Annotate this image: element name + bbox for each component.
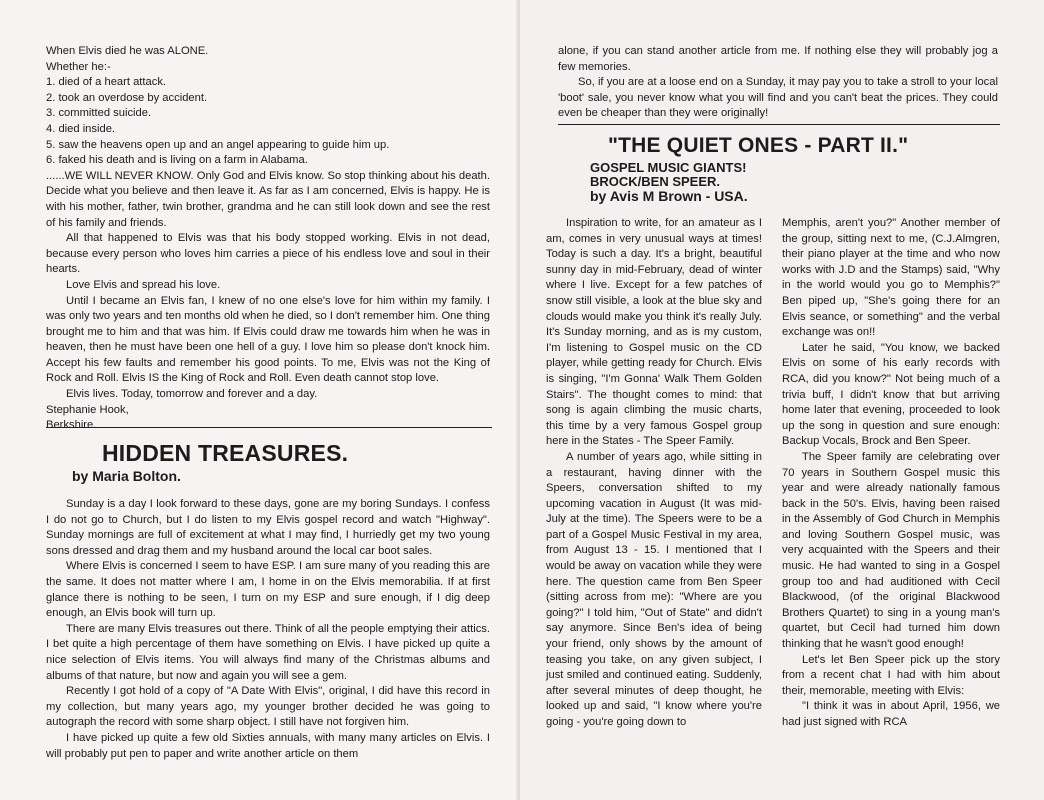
paragraph: All that happened to Elvis was that his body stopped working. Elvis in not dead, because every person who loves him carries a piece of his endless love and soul in their hearts.: [46, 232, 490, 276]
left-page: [0, 0, 520, 800]
paragraph: "I think it was in about April, 1956, we had just signed with RCA: [782, 700, 1000, 728]
quiet-ones-subtitle: GOSPEL MUSIC GIANTS!: [590, 160, 747, 175]
signature-name: Stephanie Hook,: [46, 403, 129, 416]
paragraph: There are many Elvis treasures out there. Think of all the people emptying their attics. I bet quite a high percentage of them have something on Elvis. I have picked up quite a nice selection of Elvis items. You will always find many of the Christmas albums and albums of that nature, but now and again you will see a gem.: [46, 622, 490, 682]
paragraph: Later he said, "You know, we backed Elvis on some of his early records with RCA, did you know?" Not being much of a trivia buff, I didn't know that but arriving home later that evening, proceeded to look up the song in question and sure enough: Backup Vocals, Brock and Ben Speer.: [782, 341, 1000, 448]
list-item: 3. committed suicide.: [46, 107, 152, 120]
never-know-paragraph: ......WE WILL NEVER KNOW. Only God and Elvis know. So stop thinking about his death. Decide what you believe and then leave it. As far as I am concerned, Elvis is happy. He is with his mother, father, twin brother, grandma and he can still look down and see the rest of his family and friends.: [46, 169, 490, 229]
list-item: 4. died inside.: [46, 122, 116, 135]
quiet-ones-subtitle: BROCK/BEN SPEER.: [590, 174, 721, 189]
quiet-ones-column-right: [782, 216, 1000, 731]
hidden-treasures-body: [46, 497, 490, 762]
paragraph: Memphis, aren't you?" Another member of the group, sitting next to me, (C.J.Almgren, their piano player at the time and who now works with J.D and the Stamps) said, "Why in the world would you go to Memphis?" Ben piped up, "She's going there for an Elvis seance, or something" and the verbal exchange was on!!: [782, 217, 1000, 339]
hidden-treasures-byline: by Maria Bolton.: [72, 468, 181, 484]
paragraph: Recently I got hold of a copy of "A Date With Elvis", original, I did have this record in my collection, but many years ago, my younger brother decided he was going to autograph the record with some sharp object. I still have not forgiven him.: [46, 685, 490, 729]
paragraph: Sunday is a day I look forward to these days, gone are my boring Sundays. I confess I do not go to Church, but I do listen to my Elvis gospel record and watch "Highway". Sunday mornings are full of excitement at what I may find, I hurriedly get my two young sons dressed and drag them and my husband around the local car boot sales.: [46, 498, 490, 557]
whether-line: Whether he:-: [46, 60, 111, 73]
list-item: 2. took an overdose by accident.: [46, 91, 208, 104]
quiet-ones-byline: by Avis M Brown - USA.: [590, 188, 748, 204]
paragraph: A number of years ago, while sitting in a restaurant, having dinner with the Speers, conversation shifted to my upcoming vacation in August (It was mid-July at the time). The Speers were to be a part of a Gospel Music Festival in my area, from August 13 - 15. I mentioned that I would be away on vacation while they were here. The question came from Ben Speer (sitting across from me): "Where are you going?" I told him, "Out of State" and didn't say anymore. Since Ben's idea of being your friend, only shows by the amount of teasing you take, on any given subject, I just smiled and continued eating. Suddenly, after several minutes of deep thought, he looked up and said, "I know where you're going - you're going down to: [546, 450, 762, 728]
stephanie-article: [46, 44, 490, 434]
section-divider: [46, 427, 492, 428]
section-divider: [558, 124, 1000, 125]
list-item: 5. saw the heavens open up and an angel appearing to guide him up.: [46, 138, 390, 151]
paragraph: So, if you are at a loose end on a Sunday, it may pay you to take a stroll to your local 'boot' sale, you never know what you will find and you can't beat the prices. They could even be cheaper than they were originally!: [558, 76, 998, 120]
paragraph: The Speer family are celebrating over 70 years in Southern Gospel music this year and were already nationally famous back in the 50's. Elvis, having been raised in the Assembly of God Church in Memphis and loving Southern Gospel music, was very acquainted with the Speers and their music. He had wanted to sing in a Gospel group too and had auditioned with Cecil Blackwood, (of the original Blackwood Brothers Quartet) to sing in a young man's quartet, but Cecil had turned him down thinking that he wasn't good enough!: [782, 450, 1000, 651]
intro-line: When Elvis died he was ALONE.: [46, 45, 209, 57]
paragraph: Let's let Ben Speer pick up the story from a recent chat I had with him about their, memorable, meeting with Elvis:: [782, 653, 1000, 697]
quiet-ones-title: "THE QUIET ONES - PART II.": [608, 134, 909, 157]
paragraph: alone, if you can stand another article from me. If nothing else they will probably jog a few memories.: [558, 45, 998, 73]
signature-place: Berkshire.: [46, 419, 97, 432]
paragraph: Elvis lives. Today, tomorrow and forever and a day.: [66, 388, 318, 401]
list-item: 1. died of a heart attack.: [46, 76, 167, 89]
paragraph: Love Elvis and spread his love.: [66, 278, 221, 291]
hidden-treasures-continuation: [558, 44, 998, 122]
right-page: [520, 0, 1044, 800]
list-item: 6. faked his death and is living on a farm in Alabama.: [46, 154, 308, 167]
paragraph: Inspiration to write, for an amateur as I am, comes in very unusual ways at times! Today is such a day. It's a bright, beautiful sunny day in mid-February, dead of winter where I live. Except for a few patches of snow still visible, a look at the blue sky and clouds would make you think it's really July. It's Sunday morning, and as is my custom, I'm listening to Gospel music on the CD player, while getting ready for Church. Elvis is singing, "I'm Gonna' Walk Them Golden Stairs". The thought comes to mind: that song is again climbing the music charts, this time by a very famous Gospel group here in the States - The Speer Family.: [546, 217, 762, 448]
paragraph: Until I became an Elvis fan, I knew of no one else's love for him within my family. I was only two years and ten months old when he died, so I don't remember him. One thing brought me to him and that was him. If Elvis could draw me towards him when he was in heaven, then he must have been one hell of a guy. I love him so please don't knock him. Accept his few faults and remember his good points. To me, Elvis was not the King of Rock and Roll. Elvis IS the King of Rock and Roll. Even death cannot stop love.: [46, 294, 490, 385]
paragraph: Where Elvis is concerned I seem to have ESP. I am sure many of you reading this are the same. It does not matter where I am, I home in on the Elvis memorabilia. If at first glance there is nothing to be seen, I turn on my ESP and sure enough, if I dig deep enough, an Elvis book will turn up.: [46, 560, 490, 620]
hidden-treasures-title: HIDDEN TREASURES.: [102, 440, 349, 466]
paragraph: I have picked up quite a few old Sixties annuals, with many many articles on Elvis. I will probably put pen to paper and write another article on them: [46, 731, 490, 760]
quiet-ones-column-left: [546, 216, 762, 731]
